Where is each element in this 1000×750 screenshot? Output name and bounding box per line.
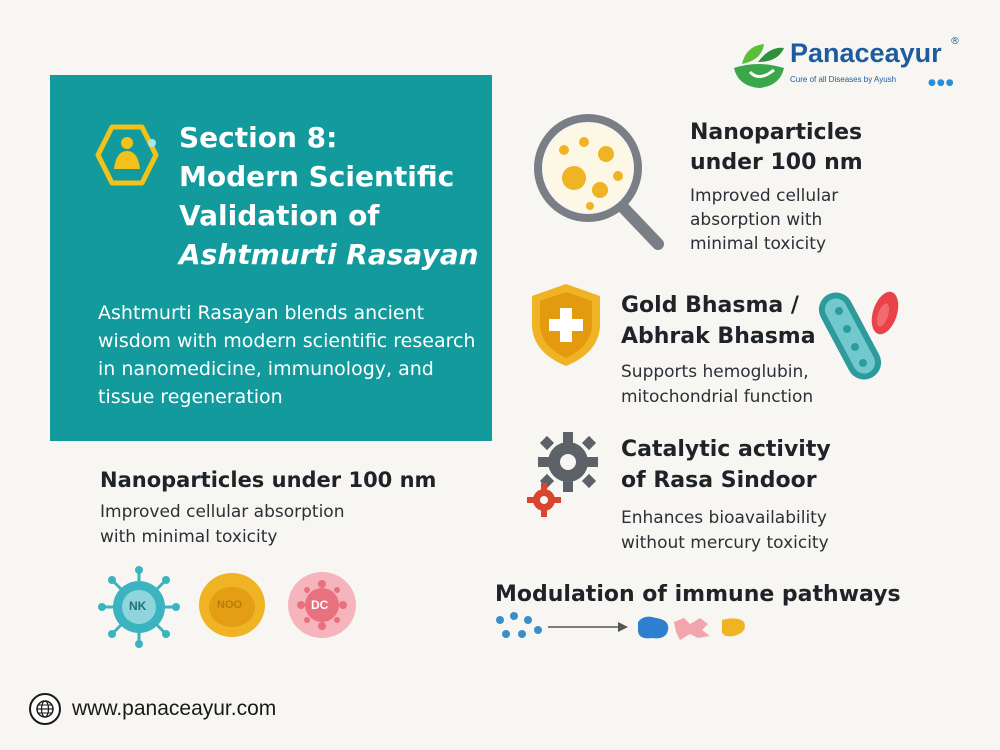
gears-icon	[526, 430, 600, 520]
desc-line: Enhances bioavailability	[621, 508, 827, 528]
desc-line: absorption with	[690, 210, 823, 230]
hero-title-line: Ashtmurti Rasayan	[179, 238, 479, 271]
title-line: Abhrak Bhasma	[621, 324, 816, 349]
desc-line: Improved cellular	[690, 186, 839, 206]
desc-line: minimal toxicity	[690, 234, 827, 254]
title-line: Gold Bhasma /	[621, 293, 799, 318]
title-line: Catalytic activity	[621, 437, 831, 462]
catalytic-description	[621, 506, 829, 556]
immune-pathways-title: Modulation of immune pathways	[495, 582, 901, 607]
hero-title-line: Validation of	[179, 199, 380, 232]
pathway-icon	[494, 610, 754, 644]
shield-icon	[528, 282, 604, 368]
cell-label-noo: NOO	[217, 599, 243, 611]
hero-panel	[50, 75, 492, 441]
cell-label-nk: NK	[129, 599, 147, 613]
website-link[interactable]: www.panaceayur.com	[72, 697, 277, 720]
brand-tagline: Cure of all Diseases by Ayush	[790, 75, 897, 84]
mitochondria-icon	[815, 285, 901, 385]
hero-title-line: Modern Scientific	[179, 160, 455, 193]
desc-line: Improved cellular absorption	[100, 502, 345, 522]
desc-line: Supports hemoglubin,	[621, 362, 809, 382]
leaf-mortar-icon	[728, 38, 790, 92]
left-section-title: Nanoparticles under 100 nm	[100, 468, 437, 492]
catalytic-title	[621, 434, 831, 496]
brand-name: Panaceayur	[790, 38, 942, 68]
registered-mark: ®	[950, 36, 960, 47]
hexagon-person-icon	[94, 123, 164, 187]
hero-title-line: Section 8:	[179, 121, 338, 154]
title-line: of Rasa Sindoor	[621, 468, 817, 493]
globe-icon	[28, 692, 62, 726]
title-line: Nanoparticles	[690, 120, 863, 145]
bhasma-description	[621, 360, 813, 410]
brand-logo	[728, 38, 968, 94]
magnifier-icon	[530, 110, 670, 252]
nanoparticles-title	[690, 118, 863, 178]
desc-line: with minimal toxicity	[100, 527, 278, 547]
hero-title	[179, 118, 479, 274]
nanoparticles-description	[690, 184, 838, 256]
hero-description: Ashtmurti Rasayan blends ancient wisdom with modern scientific research in nanomedicine, immunology, and tissue regeneration	[98, 302, 476, 408]
desc-line: without mercury toxicity	[621, 533, 829, 553]
title-line: under 100 nm	[690, 150, 863, 175]
left-section-description	[100, 500, 344, 550]
desc-line: mitochondrial function	[621, 387, 814, 407]
brand-dots: ●●●	[928, 78, 955, 88]
bhasma-title	[621, 290, 816, 352]
cell-label-dc: DC	[311, 598, 329, 612]
